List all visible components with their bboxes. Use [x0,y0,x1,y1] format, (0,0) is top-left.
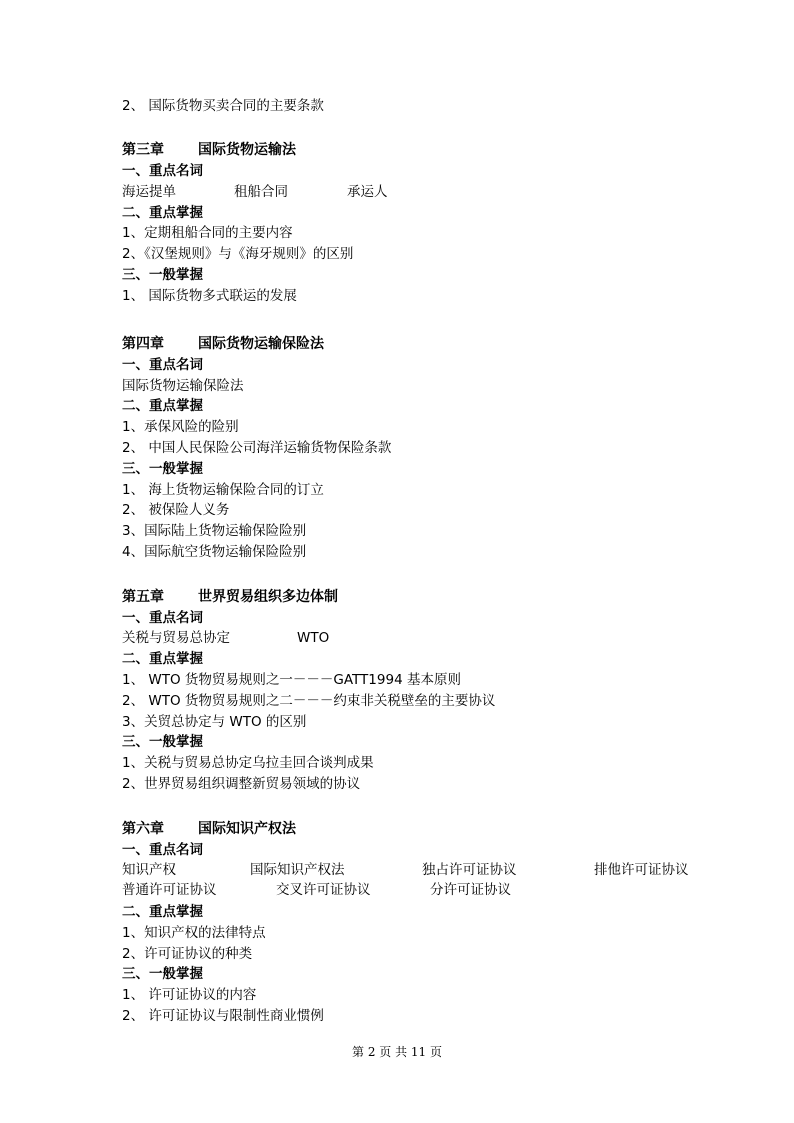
term: WTO [297,630,330,646]
term: 排他许可证协议 [594,862,689,878]
section-heading: 二、重点掌握 [122,398,203,414]
chapter-number: 第六章 [122,821,164,837]
terms-row [122,182,722,202]
section-heading: 三、一般掌握 [122,461,203,477]
chapter-number: 第三章 [122,142,164,158]
list-item: 3、国际陆上货物运输保险险别 [122,523,307,539]
page-footer: 第 2 页 共 11 页 [352,1045,442,1059]
section-heading: 一、重点名词 [122,357,203,373]
chapter-5-heading [122,587,338,607]
list-item: 1、定期租船合同的主要内容 [122,225,293,241]
list-item: 3、关贸总协定与 WTO 的区别 [122,714,307,730]
section-heading: 一、重点名词 [122,842,203,858]
term: 交叉许可证协议 [276,882,371,898]
term: 海运提单 [122,184,176,200]
chapter-title: 国际知识产权法 [198,821,296,837]
section-heading: 一、重点名词 [122,163,203,179]
term: 独占许可证协议 [422,862,517,878]
list-item: 2、 许可证协议与限制性商业惯例 [122,1008,324,1024]
term: 国际货物运输保险法 [122,378,244,394]
section-heading: 一、重点名词 [122,610,203,626]
section-heading: 二、重点掌握 [122,651,203,667]
term: 国际知识产权法 [250,862,345,878]
list-item: 2、 中国人民保险公司海洋运输货物保险条款 [122,440,392,456]
list-item: 1、承保风险的险别 [122,419,239,435]
terms-row [122,628,722,648]
section-heading: 二、重点掌握 [122,205,203,221]
term: 承运人 [347,184,388,200]
list-item: 2、世界贸易组织调整新贸易领域的协议 [122,776,361,792]
chapter-number: 第四章 [122,336,164,352]
chapter-title: 国际货物运输保险法 [198,336,324,352]
term: 分许可证协议 [430,882,511,898]
term: 关税与贸易总协定 [122,630,230,646]
list-item: 4、国际航空货物运输保险险别 [122,544,307,560]
list-item: 2、《汉堡规则》与《海牙规则》的区别 [122,246,354,262]
list-item: 2、 国际货物买卖合同的主要条款 [122,98,324,114]
section-heading: 三、一般掌握 [122,966,203,982]
chapter-6-heading [122,819,296,839]
section-heading: 三、一般掌握 [122,267,203,283]
terms-row [122,880,722,900]
term: 租船合同 [234,184,288,200]
list-item: 1、 国际货物多式联运的发展 [122,288,297,304]
section-heading: 二、重点掌握 [122,904,203,920]
list-item: 2、 WTO 货物贸易规则之二－－－约束非关税壁垒的主要协议 [122,693,496,709]
chapter-3-heading [122,140,296,160]
chapter-title: 国际货物运输法 [198,142,296,158]
terms-row [122,860,722,880]
list-item: 1、关税与贸易总协定乌拉圭回合谈判成果 [122,755,374,771]
list-item: 1、 海上货物运输保险合同的订立 [122,482,324,498]
list-item: 1、 许可证协议的内容 [122,987,257,1003]
list-item: 2、 被保险人义务 [122,502,230,518]
chapter-number: 第五章 [122,589,164,605]
chapter-title: 世界贸易组织多边体制 [198,589,338,605]
chapter-4-heading [122,334,324,354]
list-item: 2、许可证协议的种类 [122,946,253,962]
list-item: 1、 WTO 货物贸易规则之一－－－GATT1994 基本原则 [122,672,461,688]
list-item: 1、知识产权的法律特点 [122,925,266,941]
term: 普通许可证协议 [122,882,217,898]
term: 知识产权 [122,862,176,878]
section-heading: 三、一般掌握 [122,734,203,750]
